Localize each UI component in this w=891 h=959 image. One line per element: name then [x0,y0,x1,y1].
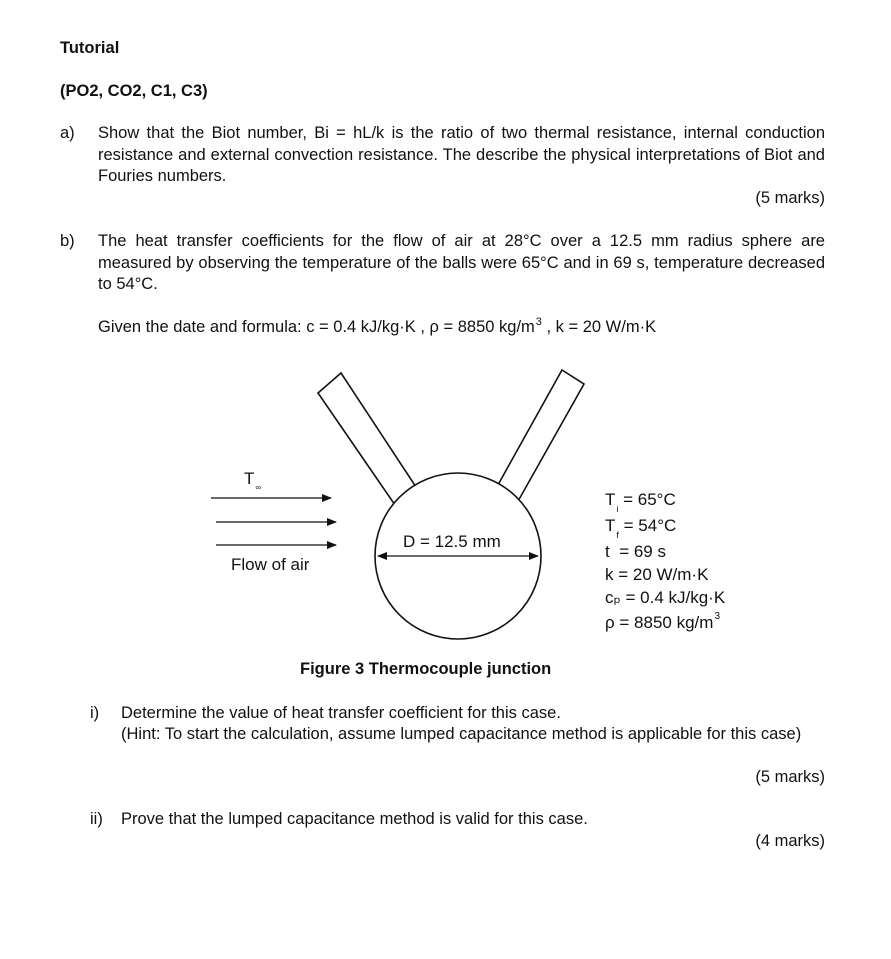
given-data-superscript: 3 [535,316,542,328]
course-codes: (PO2, CO2, C1, C3) [60,82,208,100]
specific-heat-label: cₚ = 0.4 kJ/kg·K [605,588,726,607]
part-a-text: Show that the Biot number, Bi = hL/k is the ratio of two thermal resistance, internal conduction resistance and external convection resistance. The describe the physical interpretations of Biot and Fouries numbers. [98,124,825,185]
part-b-text: The heat transfer coefficients for the flow of air at 28°C over a 12.5 mm radius sphere are measured by observing the temperature of the balls were 65°C and in 69 s, temperature decreased to 54°C. [98,232,825,293]
given-data-suffix: , k = 20 W/m·K [541,318,657,336]
part-a-marks: (5 marks) [755,189,825,207]
left-wire [318,373,418,505]
sub-ii-label: ii) [90,810,103,828]
t-infinity-subscript: ∞ [255,483,262,492]
diameter-label: D = 12.5 mm [403,532,501,551]
sub-i-label: i) [90,704,100,722]
time-label: t = 69 s [605,542,666,561]
conductivity-label: k = 20 W/m·K [605,565,709,584]
part-a-label: a) [60,124,75,142]
part-b-label: b) [60,232,75,250]
flow-of-air-label: Flow of air [231,555,310,574]
sub-i-marks: (5 marks) [755,768,825,786]
given-data-prefix: Given the date and formula: c = 0.4 kJ/kg·K , ρ = 8850 kg/m [98,318,535,336]
sub-ii-marks: (4 marks) [755,832,825,850]
initial-temp-label: $T_i = 65^\circ C$ [605,490,676,514]
sub-i-text: Determine the value of heat transfer coefficient for this case. [121,704,561,722]
t-infinity-label [244,469,262,492]
figure-caption: Figure 3 Thermocouple junction [300,660,552,678]
tutorial-heading: Tutorial [60,39,120,57]
final-temp-label: $T_f = 54^\circ C$ [605,516,677,540]
density-label: ρ = 8850 $kg/m^3$ [605,611,720,632]
sub-i-hint: (Hint: To start the calculation, assume lumped capacitance method is applicable for this case) [121,725,802,743]
right-wire [494,370,584,503]
sub-ii-text: Prove that the lumped capacitance method is valid for this case. [121,810,588,828]
t-infinity-symbol: T [244,469,255,488]
